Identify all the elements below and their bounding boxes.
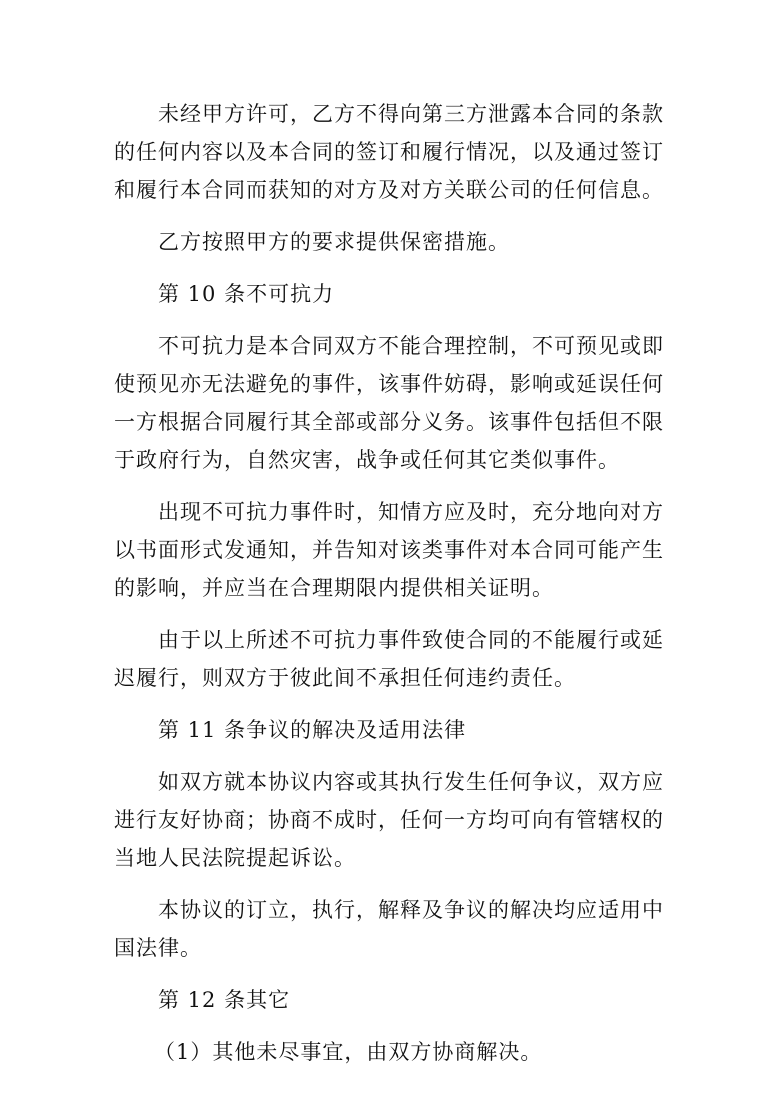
paragraph-confidentiality-clause: 未经甲方许可，乙方不得向第三方泄露本合同的条款的任何内容以及本合同的签订和履行情况，以及通过签订和履行本合同而获知的对方及对方关联公司的任何信息。 xyxy=(114,102,664,202)
document-body xyxy=(114,95,664,1085)
section-heading-miscellaneous: 第 12 条其它 xyxy=(158,988,291,1012)
paragraph-force-majeure-notice: 出现不可抗力事件时，知情方应及时，充分地向对方以书面形式发通知，并告知对该类事件对本合同可能产生的影响，并应当在合理期限内提供相关证明。 xyxy=(114,500,664,600)
paragraph-confidentiality-measures: 乙方按照甲方的要求提供保密措施。 xyxy=(158,230,510,254)
paragraph-governing-law: 本协议的订立，执行，解释及争议的解决均应适用中国法律。 xyxy=(114,898,664,960)
section-heading-dispute-resolution: 第 11 条争议的解决及适用法律 xyxy=(158,718,467,742)
section-heading-force-majeure: 第 10 条不可抗力 xyxy=(158,282,335,306)
paragraph-force-majeure-definition: 不可抗力是本合同双方不能合理控制，不可预见或即使预见亦无法避免的事件，该事件妨碍，影响或延误任何一方根据合同履行其全部或部分义务。该事件包括但不限于政府行为，自然灾害，战争或任何其它类似事件。 xyxy=(114,334,664,472)
list-item-other-matters: （1）其他未尽事宜，由双方协商解决。 xyxy=(154,1040,543,1064)
paragraph-dispute-negotiation: 如双方就本协议内容或其执行发生任何争议，双方应进行友好协商；协商不成时，任何一方均可向有管辖权的当地人民法院提起诉讼。 xyxy=(114,770,664,870)
paragraph-force-majeure-liability: 由于以上所述不可抗力事件致使合同的不能履行或延迟履行，则双方于彼此间不承担任何违约责任。 xyxy=(114,628,664,690)
